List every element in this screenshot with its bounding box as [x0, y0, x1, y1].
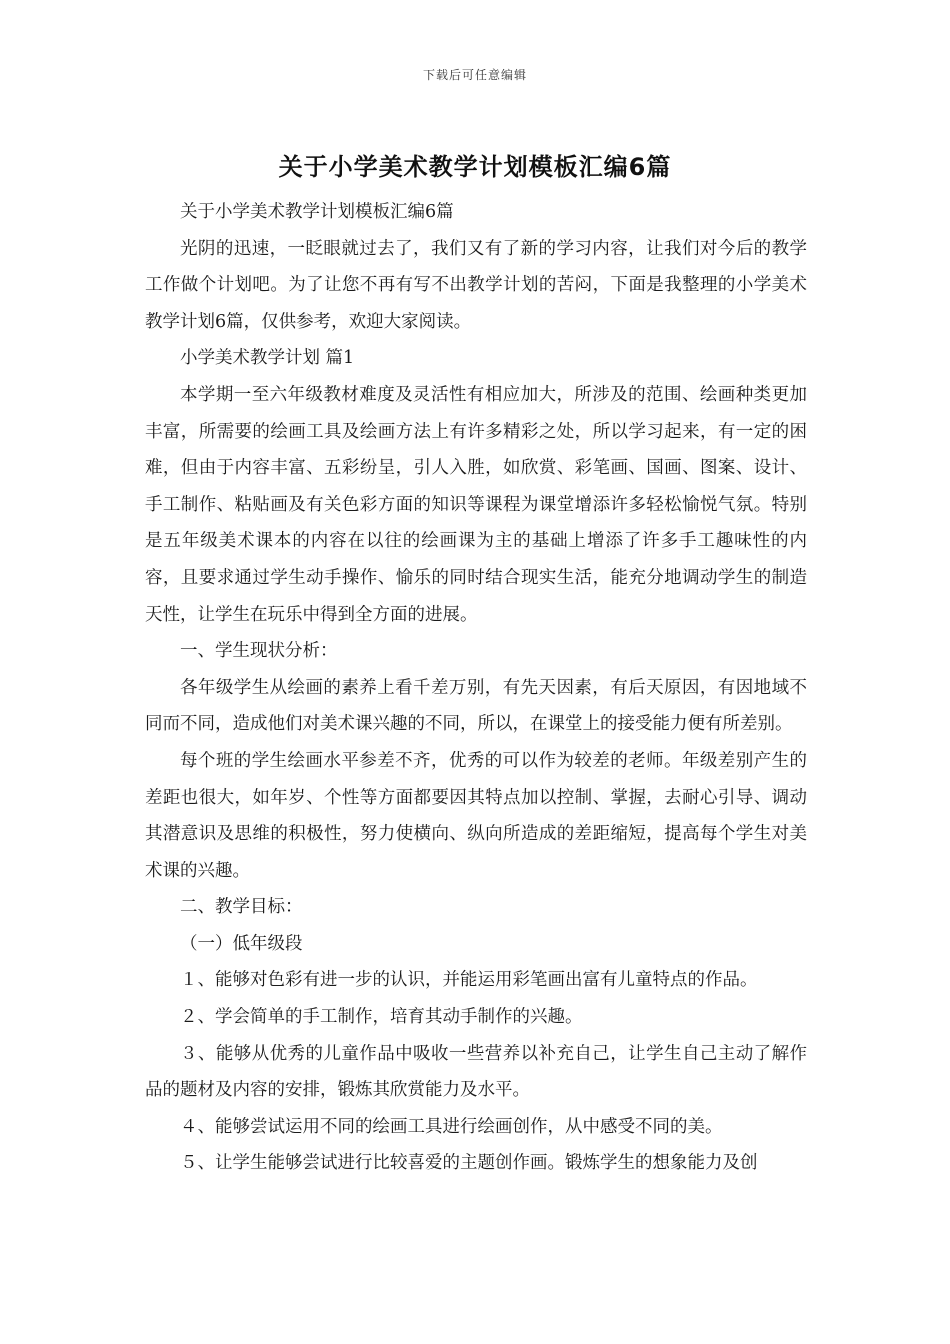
subtitle-paragraph: 关于小学美术教学计划模板汇编6篇 — [180, 202, 454, 222]
list-item: ４、能够尝试运用不同的绘画工具进行绘画创作，从中感受不同的美。 — [180, 1116, 723, 1137]
list-item: １、能够对色彩有进一步的认识，并能运用彩笔画出富有儿童特点的作品。 — [180, 970, 758, 991]
document-title: 关于小学美术教学计划模板汇编6篇 — [278, 153, 672, 181]
list-item: ３、能够从优秀的儿童作品中吸收一些营养以补充自己，让学生自己主动了解作品的题材及内容的安排，锻炼其欣赏能力及水平。 — [145, 1043, 807, 1101]
body-paragraph: 各年级学生从绘画的素养上看千差万别，有先天因素，有后天原因，有因地域不同而不同，造成他们对美术课兴趣的不同，所以，在课堂上的接受能力便有所差别。 — [145, 677, 807, 735]
section-heading-teaching-goals: 二、教学目标： — [180, 897, 303, 918]
section-heading-student-analysis: 一、学生现状分析： — [180, 641, 338, 662]
header-note: 下载后可任意编辑 — [422, 68, 527, 82]
list-item: ５、让学生能够尝试进行比较喜爱的主题创作画。锻炼学生的想象能力及创 — [180, 1153, 758, 1174]
body-paragraph: 每个班的学生绘画水平参差不齐，优秀的可以作为较差的老师。年级差别产生的差距也很大，如年岁、个性等方面都要因其特点加以控制、掌握，去耐心引导、调动其潜意识及思维的积极性，努力使横向、纵向所造成的差距缩短，提高每个学生对美术课的兴趣。 — [145, 750, 807, 881]
list-item: ２、学会简单的手工制作，培育其动手制作的兴趣。 — [180, 1007, 583, 1028]
intro-paragraph: 光阴的迅速，一眨眼就过去了，我们又有了新的学习内容，让我们对今后的教学工作做个计划吧。为了让您不再有写不出教学计划的苦闷，下面是我整理的小学美术教学计划6篇，仅供参考，欢迎大家阅读。 — [145, 238, 807, 332]
section-heading-plan-1: 小学美术教学计划 篇1 — [180, 348, 355, 369]
subsection-heading-lower-grades: （一）低年级段 — [180, 933, 303, 954]
body-paragraph: 本学期一至六年级教材难度及灵活性有相应加大，所涉及的范围、绘画种类更加丰富，所需要的绘画工具及绘画方法上有许多精彩之处，所以学习起来，有一定的困难，但由于内容丰富、五彩纷呈，引人入胜，如欣赏、彩笔画、国画、图案、设计、手工制作、粘贴画及有关色彩方面的知识等课程为课堂增添许多轻松愉悦气氛。特别是五年级美术课本的内容在以往的绘画课为主的基础上增添了许多手工趣味性的内容，且要求通过学生动手操作、愉乐的同时结合现实生活，能充分地调动学生的制造天性，让学生在玩乐中得到全方面的进展。 — [145, 384, 807, 625]
document-body — [145, 194, 807, 1182]
